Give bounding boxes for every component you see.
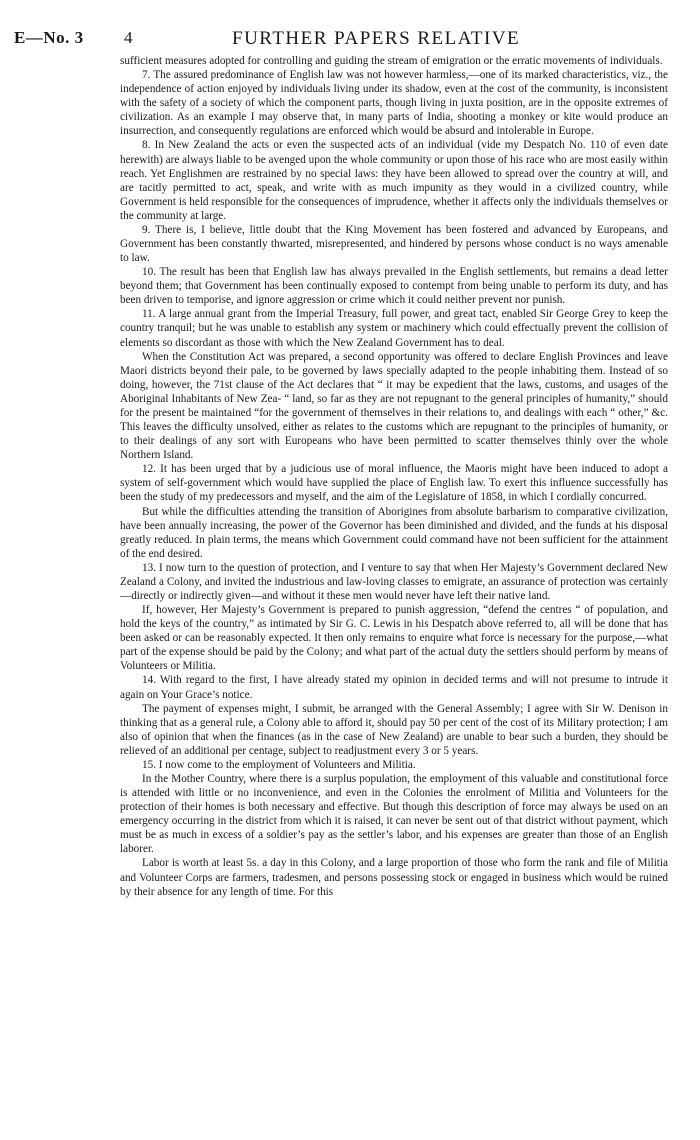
paragraph-constitution-act: When the Constitution Act was prepared, a second opportunity was offered to declare English Provinces and leave Maori districts beyond their pale, to be governed by laws specially adapted to the people inhabiting them. Instead of so doing, however, the 71st clause of the Act declares that “ it may be expedient that the laws, customs, and usages of the Aboriginal Inhabitants of New Zea- “ land, so far as they are not repugnant to the general principles of humanity,” should for the present be maintained “for the government of themselves in their relations to, and dealings with each “ other,” &c. This leaves the difficulty unsolved, either as relates to the customs which are repugnant to the principles of humanity, or to their dealings of any sort with Europeans who have been permitted to scatter themselves thinly over the whole Northern Island.	[120, 350, 668, 462]
page-number: 4	[124, 28, 133, 47]
paragraph-labor: Labor is worth at least 5s. a day in this Colony, and a large proportion of those who form the rank and file of Militia and Volunteer Corps are farmers, tradesmen, and persons possessing stock or engaged in business which would be ruined by their absence for any length of time. For this	[120, 857, 668, 898]
paragraph-13: 13. I now turn to the question of protection, and I venture to say that when Her Majesty’s Government declared New Zealand a Colony, and invited the industrious and law-loving classes to emigrate, an assurance of protection was certainly—directly or indirectly given—and without it these men would never have left their native land.	[120, 561, 668, 602]
paragraph-punish-aggression: If, however, Her Majesty’s Government is prepared to punish aggression, “defend the centres “ of population, and hold the keys of the country,” as intimated by Sir G. C. Lewis in his Despatch above referred to, all will be done that has been asked or can be reasonably expected. It then only remains to enquire what force is necessary for the purpose,—what part of the expense should be paid by the Colony; and what part of the actual duty the settlers should perform by means of Volunteers or Militia.	[120, 604, 668, 673]
paragraph-7: 7. The assured predominance of English law was not however harmless,—one of its marked characteristics, viz., the independence of action enjoyed by individuals living under its shadow, even at the cost of the community, is inconsistent with the safety of a society of which the component parts, though living in juxta position, are in the opposite extremes of civilization. As an example I may observe that, in many parts of India, shooting a monkey or kite would produce an insurrection, and consequently regulations are enforced which would be absurd and intolerable in Europe.	[120, 69, 668, 138]
paragraph-11: 11. A large annual grant from the Imperial Treasury, full power, and great tact, enabled Sir George Grey to keep the country tranquil; but he was unable to establish any system or machinery which could effectually prevent the collision of elements so discordant as those with which the New Zealand Government has to deal.	[120, 308, 668, 349]
paragraph-9: 9. There is, I believe, little doubt that the King Movement has been fostered and advanced by Europeans, and Government has been constantly thwarted, misrepresented, and hindered by persons whose conduct is no ways amenable to law.	[120, 223, 668, 265]
paragraph-10: 10. The result has been that English law has always prevailed in the English settlements, but remains a dead letter beyond them; that Government has been continually exposed to contempt from being unable to perform its duty, and has been driven to temporise, and ignore aggression or crime which it could neither prevent nor punish.	[120, 266, 668, 307]
page-header	[0, 28, 700, 54]
paragraph-transition: But while the difficulties attending the transition of Aborigines from absolute barbarism to comparative civilization, have been annually increasing, the power of the Governor has been diminished and divided, and the funds at his disposal greatly reduced. In plain terms, the means which Government could command have not been sufficient for the attainment of the end desired.	[120, 505, 668, 560]
running-title: FURTHER PAPERS RELATIVE	[232, 28, 521, 49]
paragraph-mother-country: In the Mother Country, where there is a surplus population, the employment of this valuable and constitutional force is attended with little or no inconvenience, and even in the Colonies the enrolment of Militia and Volunteers for the protection of their homes is both necessary and effective. But though this description of force may always be used on an emergency occurring in the district from which it is raised, it can never be sent out of that district without payment, which must be as much in excess of a soldier’s pay as the settler’s labor, and his expenses are greater than those of an English laborer.	[120, 772, 668, 856]
paragraph-payment: The payment of expenses might, I submit, be arranged with the General Assembly; I agree with Sir W. Denison in thinking that as a general rule, a Colony able to afford it, should pay 50 per cent of the cost of its Military protection; I am also of opinion that when the finances (as in the case of New Zealand) are unable to bear such a burden, they should be relieved of an additional per centage, subject to readjustment every 3 or 5 years.	[120, 702, 668, 757]
paragraph-12: 12. It has been urged that by a judicious use of moral influence, the Maoris might have been induced to adopt a system of self-government which would have supplied the place of English law. To exert this influence successfully has been the study of my predecessors and myself, and the aim of the Legislature of 1858, in which I cordially concurred.	[120, 463, 668, 504]
document-reference: E—No. 3	[14, 28, 84, 47]
paragraph-15: 15. I now come to the employment of Volunteers and Militia.	[142, 758, 416, 771]
paragraph-continuation: sufficient measures adopted for controlling and guiding the stream of emigration or the erratic movements of individuals.	[120, 55, 663, 67]
paragraph-14: 14. With regard to the first, I have already stated my opinion in decided terms and will not presume to intrude it again on Your Grace’s notice.	[120, 674, 668, 701]
document-body	[120, 54, 668, 899]
paragraph-8: 8. In New Zealand the acts or even the suspected acts of an individual (vide my Despatch No. 110 of even date herewith) are always liable to be avenged upon the whole community or upon those of his race who are most easily within reach. Yet Englishmen are restrained by no special laws: they have been allowed to spread over the country at will, and are tacitly permitted to act, speak, and write with as much impunity as they would in a civilized country, while Government is held responsible for the consequences of imprudence, whether it affects only the individuals themselves or the community at large.	[120, 139, 668, 222]
